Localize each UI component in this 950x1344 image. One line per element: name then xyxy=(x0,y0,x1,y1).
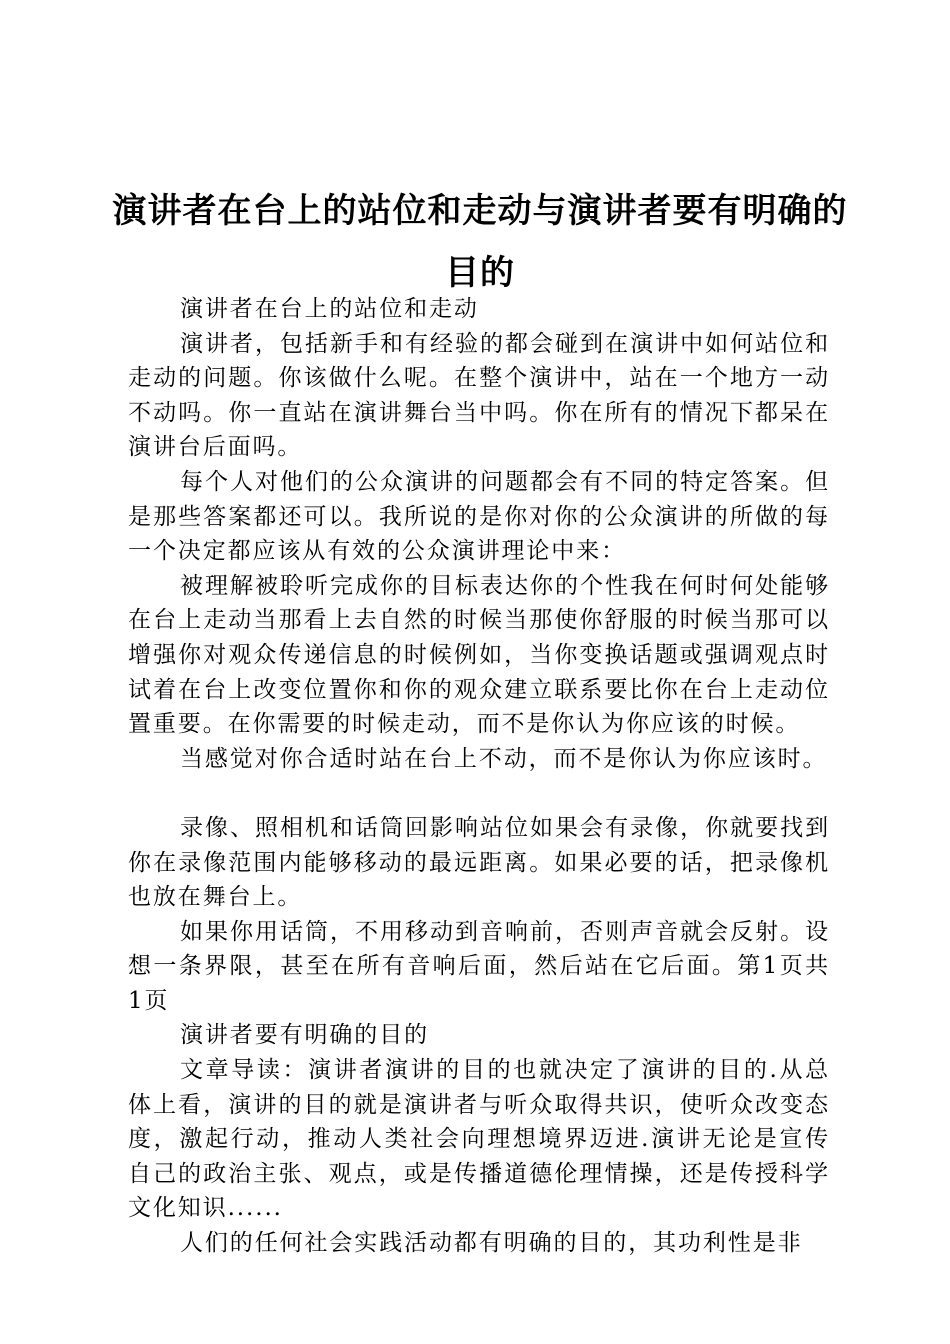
body-paragraph: 每个人对他们的公众演讲的问题都会有不同的特定答案。但是那些答案都还可以。我所说的是你对你的公众演讲的所做的每一个决定都应该从有效的公众演讲理论中来： xyxy=(128,468,830,565)
body-paragraph: 被理解被聆听完成你的目标表达你的个性我在何时何处能够在台上走动当那看上去自然的时候当那使你舒服的时候当那可以增强你对观众传递信息的时候例如，当你变换话题或强调观点时试着在台上改变位置你和你的观众建立联系要比你在台上走动位置重要。在你需要的时候走动，而不是你认为你应该的时候。 xyxy=(128,572,830,738)
body-paragraph: 如果你用话筒，不用移动到音响前，否则声音就会反射。设想一条界限，甚至在所有音响后面，然后站在它后面。第1页共1页 xyxy=(128,918,830,1014)
body-paragraph: 文章导读：演讲者演讲的目的也就决定了演讲的目的.从总体上看，演讲的目的就是演讲者与听众取得共识，使听众改变态度，激起行动，推动人类社会向理想境界迈进.演讲无论是宣传自己的政治主张、观点，或是传播道德伦理情操，还是传授科学文化知识...... xyxy=(128,1057,830,1222)
document-title: 演讲者在台上的站位和走动与演讲者要有明确的目的 xyxy=(112,191,848,293)
blank-line xyxy=(128,776,830,811)
section-heading-purpose: 演讲者要有明确的目的 xyxy=(180,1022,429,1049)
body-paragraph: 演讲者，包括新手和有经验的都会碰到在演讲中如何站位和走动的问题。你该做什么呢。在整个演讲中，站在一个地方一动不动吗。你一直站在演讲舞台当中吗。你在所有的情况下都呆在演讲台后面吗。 xyxy=(128,330,830,461)
section-heading-standing: 演讲者在台上的站位和走动 xyxy=(180,296,479,322)
document-body xyxy=(128,292,830,1261)
body-paragraph: 当感觉对你合适时站在台上不动，而不是你认为你应该时。 xyxy=(180,745,828,772)
body-paragraph: 人们的任何社会实践活动都有明确的目的，其功利性是非 xyxy=(180,1230,803,1257)
body-paragraph: 录像、照相机和话筒回影响站位如果会有录像，你就要找到你在录像范围内能够移动的最远距离。如果必要的话，把录像机也放在舞台上。 xyxy=(128,814,830,911)
